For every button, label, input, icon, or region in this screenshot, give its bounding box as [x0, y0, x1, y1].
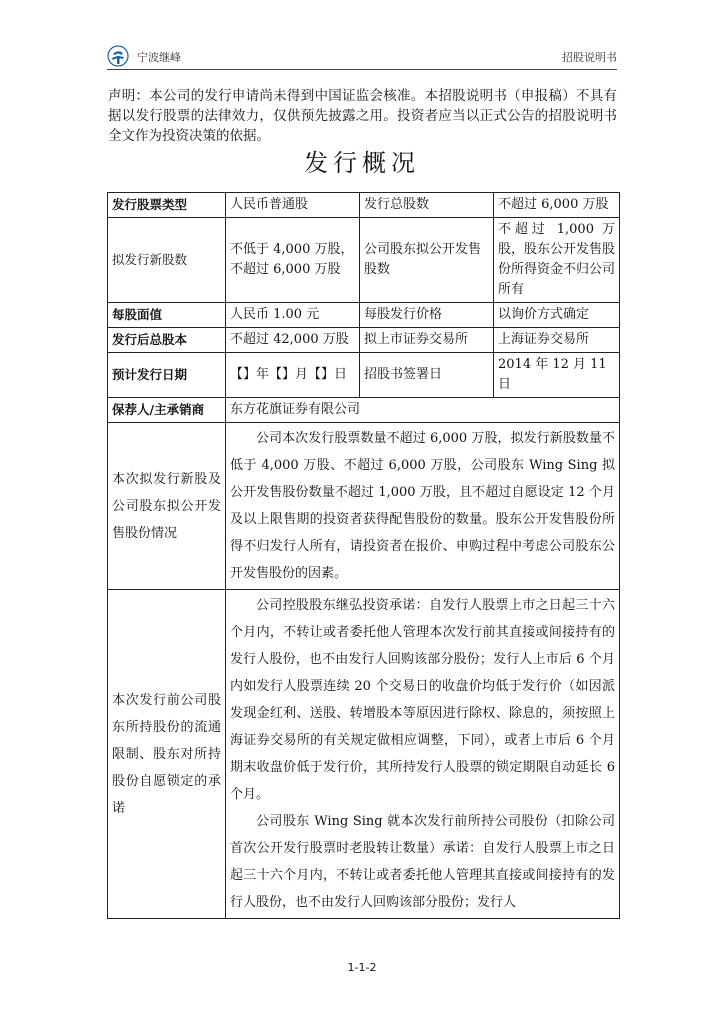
paragraph: 公司股东 Wing Sing 就本次发行前所持公司股份（扣除公司首次公开发行股票时老股转让数量）承诺：自发行人股票上市之日起三十六个月内，不转让或者委托他人管理其直接或间接持有的发行人股份，也不由发行人回购该部分股份；发行人 [230, 814, 615, 910]
paragraph: 公司控股股东继弘投资承诺：自发行人股票上市之日起三十六个月内，不转让或者委托他人管理本次发行前其直接或间接持有的发行人股份，也不由发行人回购该部分股份；发行人上市后 6 个月内如发行人股票连续 20 个交易日的收盘价均低于发行价（如因派发现金红利、送股、转增股本等原因进行除权、除息的，须按照上海证券交易所的有关规定做相应调整，下同），或者上市后 6 个月期末收盘价低于发行价，其所持发行人股票的锁定期限自动延长 6 个月。 [230, 598, 615, 802]
header-divider [107, 69, 617, 70]
page-title: 发行概况 [304, 149, 420, 177]
row-value: 不超过 42,000 万股 [226, 328, 360, 353]
row-label: 发行后总股本 [108, 328, 226, 353]
table-row [108, 398, 620, 423]
row-label: 预计发行日期 [108, 353, 226, 398]
row-value: 不超过 1,000 万股，股东公开发售股份所得资金不归公司所有 [494, 218, 620, 303]
row-description [226, 590, 620, 919]
disclaimer-statement: 声明：本公司的发行申请尚未得到中国证监会核准。本招股说明书（申报稿）不具有据以发行股票的法律效力，仅供预先披露之用。投资者应当以正式公告的招股说明书全文作为投资决策的依据。 [108, 88, 617, 144]
row-label: 拟上市证券交易所 [360, 328, 494, 353]
row-value: 以询价方式确定 [494, 303, 620, 328]
row-label: 公司股东拟公开发售股数 [360, 218, 494, 303]
row-label: 每股发行价格 [360, 303, 494, 328]
row-value: 人民币普通股 [226, 193, 360, 218]
row-value: 人民币 1.00 元 [226, 303, 360, 328]
table-row [108, 353, 620, 398]
page-header [107, 44, 617, 68]
row-label: 本次拟发行新股及公司股东拟公开发售股份情况 [108, 423, 226, 590]
paragraph: 公司本次发行股票数量不超过 6,000 万股，拟发行新股数量不低于 4,000 万股、不超过 6,000 万股，公司股东 Wing Sing 拟公开发售股份数量不超过 1,000 万股，且不超过自愿设定 12 个月及以上限售期的投资者获得配售股份的数量。股东公开发售股份所得不归发行人所有，请投资者在报价、申购过程中考虑公司股东公开发售股份的因素。 [230, 431, 615, 581]
page-number: 1-1-2 [347, 961, 377, 974]
table-row [108, 218, 620, 303]
table-row [108, 423, 620, 590]
table-row [108, 590, 620, 919]
table-row [108, 303, 620, 328]
row-value: 2014 年 12 月 11 日 [494, 353, 620, 398]
company-name: 宁波继峰 [137, 51, 181, 64]
row-description [226, 423, 620, 590]
row-value: 东方花旗证券有限公司 [226, 398, 620, 423]
row-label: 发行股票类型 [108, 193, 226, 218]
row-value: 【】年【】月【】日 [226, 353, 360, 398]
row-value: 上海证券交易所 [494, 328, 620, 353]
row-label: 每股面值 [108, 303, 226, 328]
row-label: 本次发行前公司股东所持股份的流通限制、股东对所持股份自愿锁定的承诺 [108, 590, 226, 919]
row-value: 不超过 6,000 万股 [494, 193, 620, 218]
offering-overview-table [107, 192, 620, 919]
row-label: 发行总股数 [360, 193, 494, 218]
row-label: 保荐人/主承销商 [108, 398, 226, 423]
company-logo-icon [107, 45, 129, 67]
row-label: 拟发行新股数 [108, 218, 226, 303]
table-row [108, 193, 620, 218]
row-label: 招股书签署日 [360, 353, 494, 398]
row-value: 不低于 4,000 万股，不超过 6,000 万股 [226, 218, 360, 303]
document-type: 招股说明书 [562, 51, 617, 64]
table-row [108, 328, 620, 353]
